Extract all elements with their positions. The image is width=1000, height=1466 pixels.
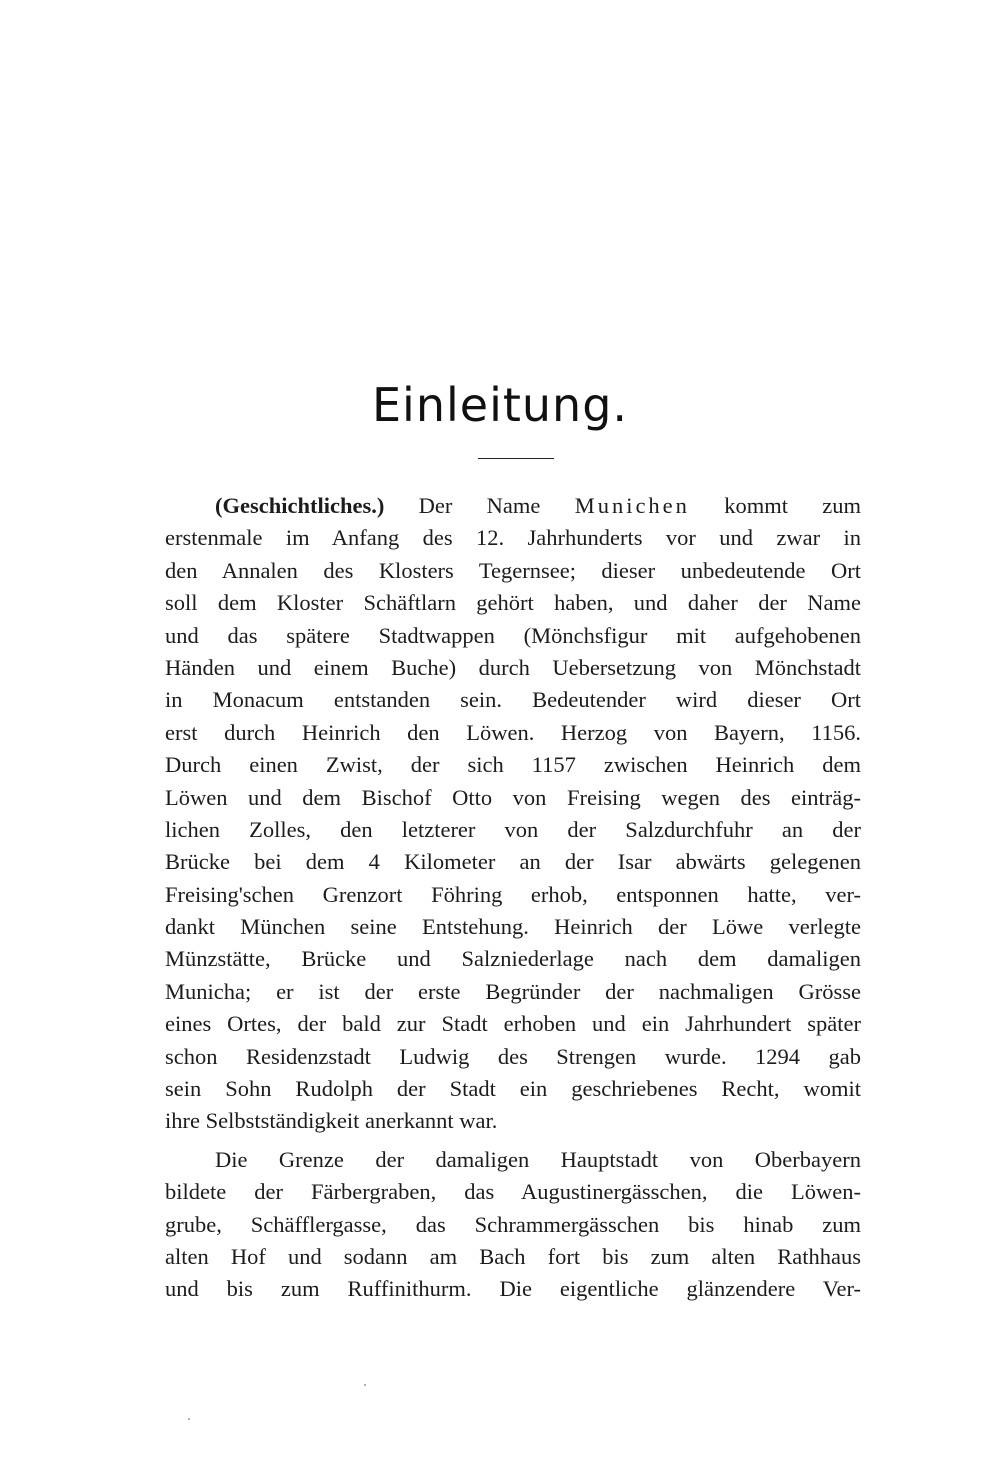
text-line: Brücke bei dem 4 Kilometer an der Isar abwärts gelegenen [165, 849, 861, 875]
section-lead: (Geschichtliches.) [215, 493, 385, 518]
text-line: alten Hof und sodann am Bach fort bis zum alten Rathhaus [165, 1243, 861, 1269]
text-line: Löwen und dem Bischof Otto von Freising wegen des einträg- [165, 784, 861, 810]
text-line: erstenmale im Anfang des 12. Jahrhunderts vor und zwar in [165, 525, 861, 551]
text-line: grube, Schäfflergasse, das Schrammergässchen bis hinab zum [165, 1211, 861, 1237]
text-line: in Monacum entstanden sein. Bedeutender wird dieser Ort [165, 687, 861, 713]
text-line [165, 490, 861, 522]
spaced-word: Munichen [574, 493, 690, 518]
text-line: schon Residenzstadt Ludwig des Strengen wurde. 1294 gab [165, 1043, 861, 1069]
text-span: kommt zum [689, 493, 862, 518]
text-line: bildete der Färbergraben, das Augustinergässchen, die Löwen- [165, 1179, 861, 1205]
text-line: Die Grenze der damaligen Hauptstadt von Oberbayern [215, 1146, 861, 1172]
text-line: eines Ortes, der bald zur Stadt erhoben und ein Jahrhundert später [165, 1011, 861, 1037]
paragraph-history [165, 490, 861, 1138]
body-text [165, 490, 861, 1306]
chapter-title: Einleitung. [371, 378, 629, 432]
paper-speck [364, 1384, 366, 1386]
text-line: Freising'schen Grenzort Föhring erhob, entsponnen hatte, ver- [165, 881, 861, 907]
text-line: erst durch Heinrich den Löwen. Herzog von Bayern, 1156. [165, 719, 861, 745]
text-line: den Annalen des Klosters Tegernsee; dieser unbedeutende Ort [165, 557, 861, 583]
text-line: Municha; er ist der erste Begründer der nachmaligen Grösse [165, 978, 861, 1004]
text-line: dankt München seine Entstehung. Heinrich der Löwe verlegte [165, 914, 861, 940]
title-rule [478, 458, 554, 459]
paper-speck [188, 1418, 190, 1420]
text-line: Durch einen Zwist, der sich 1157 zwischen Heinrich dem [165, 752, 861, 778]
text-line: lichen Zolles, den letzterer von der Salzdurchfuhr an der [165, 816, 861, 842]
text-line: und bis zum Ruffinithurm. Die eigentliche glänzendere Ver- [165, 1276, 861, 1302]
paragraph-city-boundary [165, 1144, 861, 1306]
text-line: Münzstätte, Brücke und Salzniederlage nach dem damaligen [165, 946, 861, 972]
text-line: und das spätere Stadtwappen (Mönchsfigur mit aufgehobenen [165, 622, 861, 648]
text-line: Händen und einem Buche) durch Uebersetzung von Mönchstadt [165, 654, 861, 680]
text-line: soll dem Kloster Schäftlarn gehört haben, und daher der Name [165, 590, 861, 616]
text-span: Der Name [384, 493, 575, 518]
text-line: ihre Selbstständigkeit anerkannt war. [165, 1108, 498, 1134]
text-line: sein Sohn Rudolph der Stadt ein geschriebenes Recht, womit [165, 1076, 861, 1102]
